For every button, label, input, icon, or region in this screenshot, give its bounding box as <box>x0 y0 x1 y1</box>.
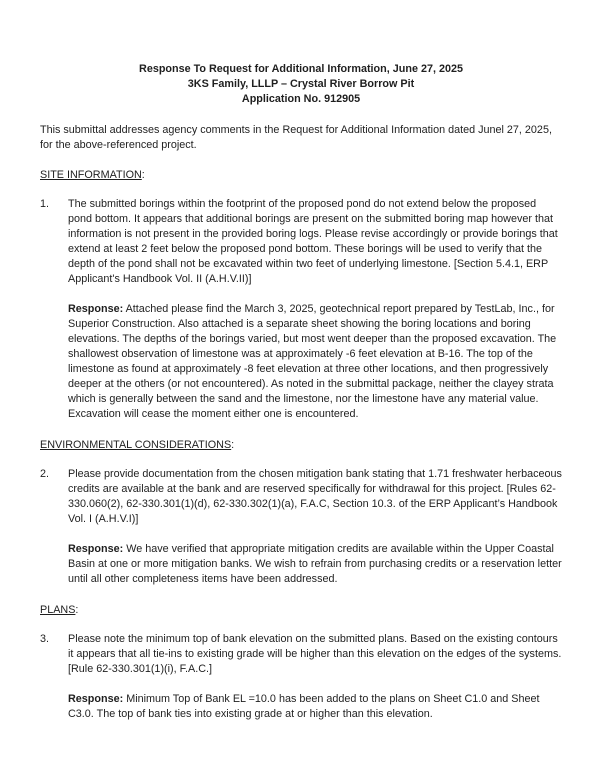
section-site-information <box>40 168 562 438</box>
item-3-response-text: Minimum Top of Bank EL =10.0 has been added to the plans on Sheet C1.0 and Sheet C3.0. The top of bank ties into existing grade at or higher than this elevation. <box>68 693 540 720</box>
item-2-number: 2. <box>40 468 50 480</box>
item-2-response-text: We have verified that appropriate mitigation credits are available within the Upper Coastal Basin at one or more mitigation banks. We wish to refrain from purchasing credits or a reservation letter until all other completeness items have been addressed. <box>68 543 562 585</box>
document-header <box>40 62 562 107</box>
rai-item-1 <box>40 197 562 438</box>
item-2-response-label: Response: <box>68 543 124 555</box>
item-1-comment-text: The submitted borings within the footprint of the proposed pond do not extend below the proposed pond bottom. It appears that additional borings are present on the submitted boring map however that information is not present in the provided boring logs. Please revise accordingly or provide borings that extend at least 2 feet below the proposed pond bottom. These borings will be used to verify that the depth of the pond shall not be excavated within two feet of underlying limestone. [Section 5.4.1, ERP Applicant's Handbook Vol. II (A.H.V.II)] <box>68 198 558 285</box>
item-1-response-text: Attached please find the March 3, 2025, geotechnical report prepared by TestLab, Inc., for Superior Construction. Also attached is a separate sheet showing the boring locations and boring elevations. The depths of the borings varied, but most went deeper than the proposed excavation. The shallowest observation of limestone was at approximately -6 feet elevation at B-16. The top of the limestone as found at approximately -8 feet elevation at three other locations, and then progressively deeper at the others (or not encountered). As noted in the submittal package, neither the clayey strata which is generally between the sand and the limestone, nor the limestone have any material value. Excavation will cease the moment either one is encountered. <box>68 303 557 420</box>
item-1-response-paragraph <box>68 302 562 422</box>
application-number: Application No. 912905 <box>241 93 361 105</box>
environmental-considerations-heading-label: ENVIRONMENTAL CONSIDERATIONS <box>40 439 232 451</box>
rai-item-3 <box>40 632 562 738</box>
section-plans <box>40 603 562 738</box>
intro-paragraph: This submittal addresses agency comments in the Request for Additional Information dated Junel 27, 2025, for the above-referenced project. <box>40 124 552 151</box>
site-information-heading-label: SITE INFORMATION <box>40 169 142 181</box>
item-3-response-paragraph <box>68 692 562 722</box>
plans-heading-label: PLANS <box>40 604 76 616</box>
item-3-number: 3. <box>40 633 50 645</box>
item-3-body <box>68 632 562 738</box>
document-subtitle: 3KS Family, LLLP – Crystal River Borrow Pit <box>187 78 415 90</box>
site-information-heading-colon: : <box>141 169 145 181</box>
item-2-body <box>68 467 562 603</box>
item-2-response-paragraph <box>68 542 562 587</box>
plans-heading-colon: : <box>75 604 79 616</box>
item-3-response-label: Response: <box>68 693 124 705</box>
rai-item-2 <box>40 467 562 603</box>
plans-heading <box>40 603 562 618</box>
section-environmental-considerations <box>40 438 562 603</box>
site-information-heading <box>40 168 562 183</box>
item-2-comment-text: Please provide documentation from the chosen mitigation bank stating that 1.71 freshwater herbaceous credits are available at the bank and are reserved specifically for withdrawal for this project. [Rules 62-330.060(2), 62-330.301(1)(d), 62-330.302(1)(a), F.A.C, Section 10.3. of the ERP Applicant’s Handbook Vol. I (A.H.V.I)] <box>68 468 562 525</box>
environmental-considerations-heading <box>40 438 562 453</box>
item-1-body <box>68 197 562 438</box>
item-3-comment-text: Please note the minimum top of bank elevation on the submitted plans. Based on the existing contours it appears that all tie-ins to existing grade will be higher than this elevation on the edges of the systems. [Rule 62-330.301(1)(i), F.A.C.] <box>68 633 562 675</box>
item-1-number: 1. <box>40 198 50 210</box>
item-1-response-label: Response: <box>68 303 124 315</box>
document-title: Response To Request for Additional Information, June 27, 2025 <box>139 63 463 75</box>
environmental-considerations-heading-colon: : <box>231 439 235 451</box>
